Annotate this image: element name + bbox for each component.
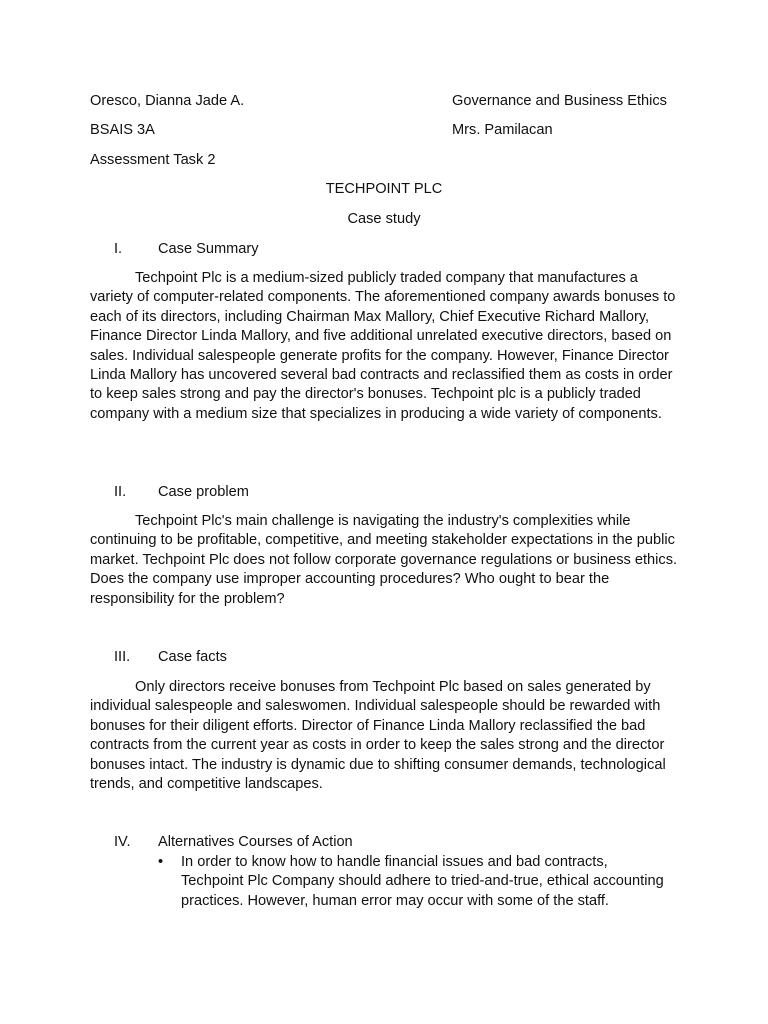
course-name: Governance and Business Ethics bbox=[452, 93, 667, 109]
document-subtitle: Case study bbox=[347, 211, 421, 227]
section-heading: Alternatives Courses of Action bbox=[158, 834, 353, 850]
section-numeral: III. bbox=[114, 649, 131, 665]
section-numeral: IV. bbox=[114, 834, 131, 850]
document-title: TECHPOINT PLC bbox=[325, 181, 443, 197]
section-body: Techpoint Plc is a medium-sized publicly traded company that manufactures a variety of computer-related components. The aforementioned company awards bonuses to each of its directors, including Chairman Max Mallory, Chief Executive Richard Mallory, Finance Director Linda Mallory, and five additional unrelated executive directors, based on sales. Individual salespeople generate profits for the company. However, Finance Director Linda Mallory has uncovered several bad contracts and reclassified them as costs in order to keep sales strong and pay the director's bonuses. Techpoint plc is a publicly traded company with a medium size that specializes in producing a wide variety of components. bbox=[90, 270, 676, 422]
instructor-name: Mrs. Pamilacan bbox=[452, 122, 553, 138]
bullet-icon: • bbox=[158, 854, 164, 870]
section-label: BSAIS 3A bbox=[90, 122, 155, 138]
section-heading: Case problem bbox=[158, 484, 249, 500]
section-heading: Case facts bbox=[158, 649, 227, 665]
section-numeral: I. bbox=[114, 241, 123, 257]
task-label: Assessment Task 2 bbox=[90, 152, 216, 168]
student-name: Oresco, Dianna Jade A. bbox=[90, 93, 245, 109]
section-numeral: II. bbox=[114, 484, 127, 500]
section-heading: Case Summary bbox=[158, 241, 259, 257]
bullet-item: In order to know how to handle financial issues and bad contracts, Techpoint Plc Company should adhere to tried-and-true, ethical accounting practices. However, human error may occur with some of the staff. bbox=[181, 854, 664, 909]
section-body: Techpoint Plc's main challenge is navigating the industry's complexities while continuing to be profitable, competitive, and meeting stakeholder expectations in the public market. Techpoint Plc does not follow corporate governance regulations or business ethics. Does the company use improper accounting procedures? Who ought to bear the responsibility for the problem? bbox=[90, 513, 678, 607]
section-body: Only directors receive bonuses from Techpoint Plc based on sales generated by individual salespeople and saleswomen. Individual salespeople should be rewarded with bonuses for their diligent efforts. Director of Finance Linda Mallory reclassified the bad contracts from the current year as costs in order to keep the sales strong and the director bonuses intact. The industry is dynamic due to shifting consumer demands, technological trends, and competitive landscapes. bbox=[90, 679, 666, 793]
